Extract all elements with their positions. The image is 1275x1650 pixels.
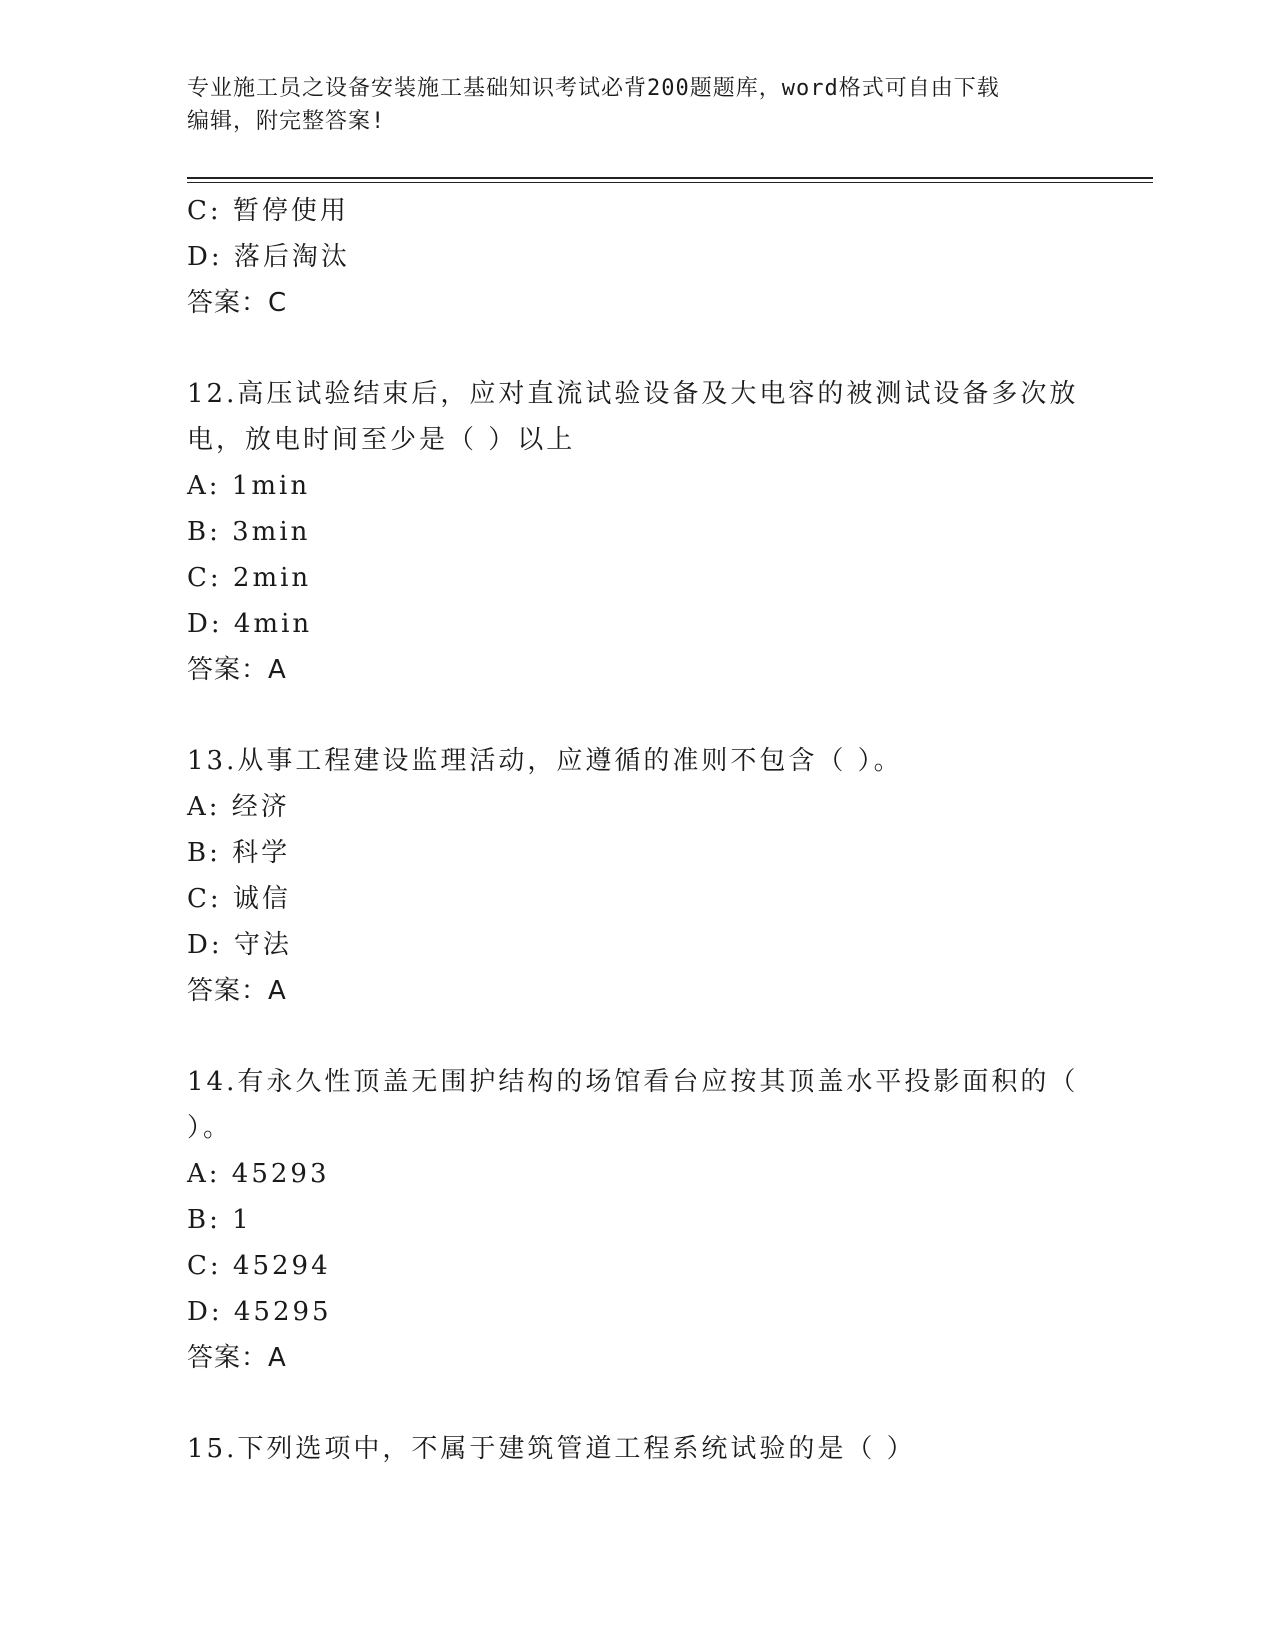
spacer [187,326,1087,371]
option-a: A: 1min [187,471,311,501]
option-a: A: 45293 [187,1159,330,1189]
question-list [187,188,1087,1472]
question-14 [187,1059,1087,1381]
answer-label: 答案：A [187,976,287,1006]
header-divider-thin [187,182,1153,183]
header-line-2: 编辑，附完整答案! [187,109,386,134]
question-text-line-2: ）。 [187,1113,233,1143]
question-11-tail [187,188,1087,326]
option-c: C: 2min [187,563,312,593]
option-d: D: 4min [187,609,313,639]
spacer [187,693,1087,738]
option-c: C: 诚信 [187,884,291,914]
answer-label: 答案：C [187,288,288,318]
option-c: C: 45294 [187,1251,331,1281]
question-text-line-2: 电，放电时间至少是（ ）以上 [187,425,576,455]
header-line-1: 专业施工员之设备安装施工基础知识考试必背200题题库，word格式可自由下载 [187,76,1000,101]
option-d: D: 45295 [187,1297,332,1327]
spacer [187,1014,1087,1059]
answer-label: 答案：A [187,655,287,685]
spacer [187,1381,1087,1426]
document-header [187,72,1077,138]
question-text-line-1: 15.下列选项中，不属于建筑管道工程系统试验的是（ ） [187,1434,916,1464]
question-13 [187,738,1087,1014]
question-15 [187,1426,1087,1472]
question-text-line-1: 12.高压试验结束后，应对直流试验设备及大电容的被测试设备多次放 [187,379,1079,409]
option-d: D: 落后淘汰 [187,242,350,272]
question-text-line-1: 14.有永久性顶盖无围护结构的场馆看台应按其顶盖水平投影面积的（ [187,1067,1079,1097]
header-divider-thick [187,177,1153,179]
option-a: A: 经济 [187,792,290,822]
option-c: C: 暂停使用 [187,196,349,226]
option-b: B: 科学 [187,838,291,868]
option-b: B: 3min [187,517,311,547]
question-12 [187,371,1087,693]
option-b: B: 1 [187,1205,252,1235]
answer-label: 答案：A [187,1343,287,1373]
question-text-line-1: 13.从事工程建设监理活动，应遵循的准则不包含（ ）。 [187,746,903,776]
option-d: D: 守法 [187,930,292,960]
